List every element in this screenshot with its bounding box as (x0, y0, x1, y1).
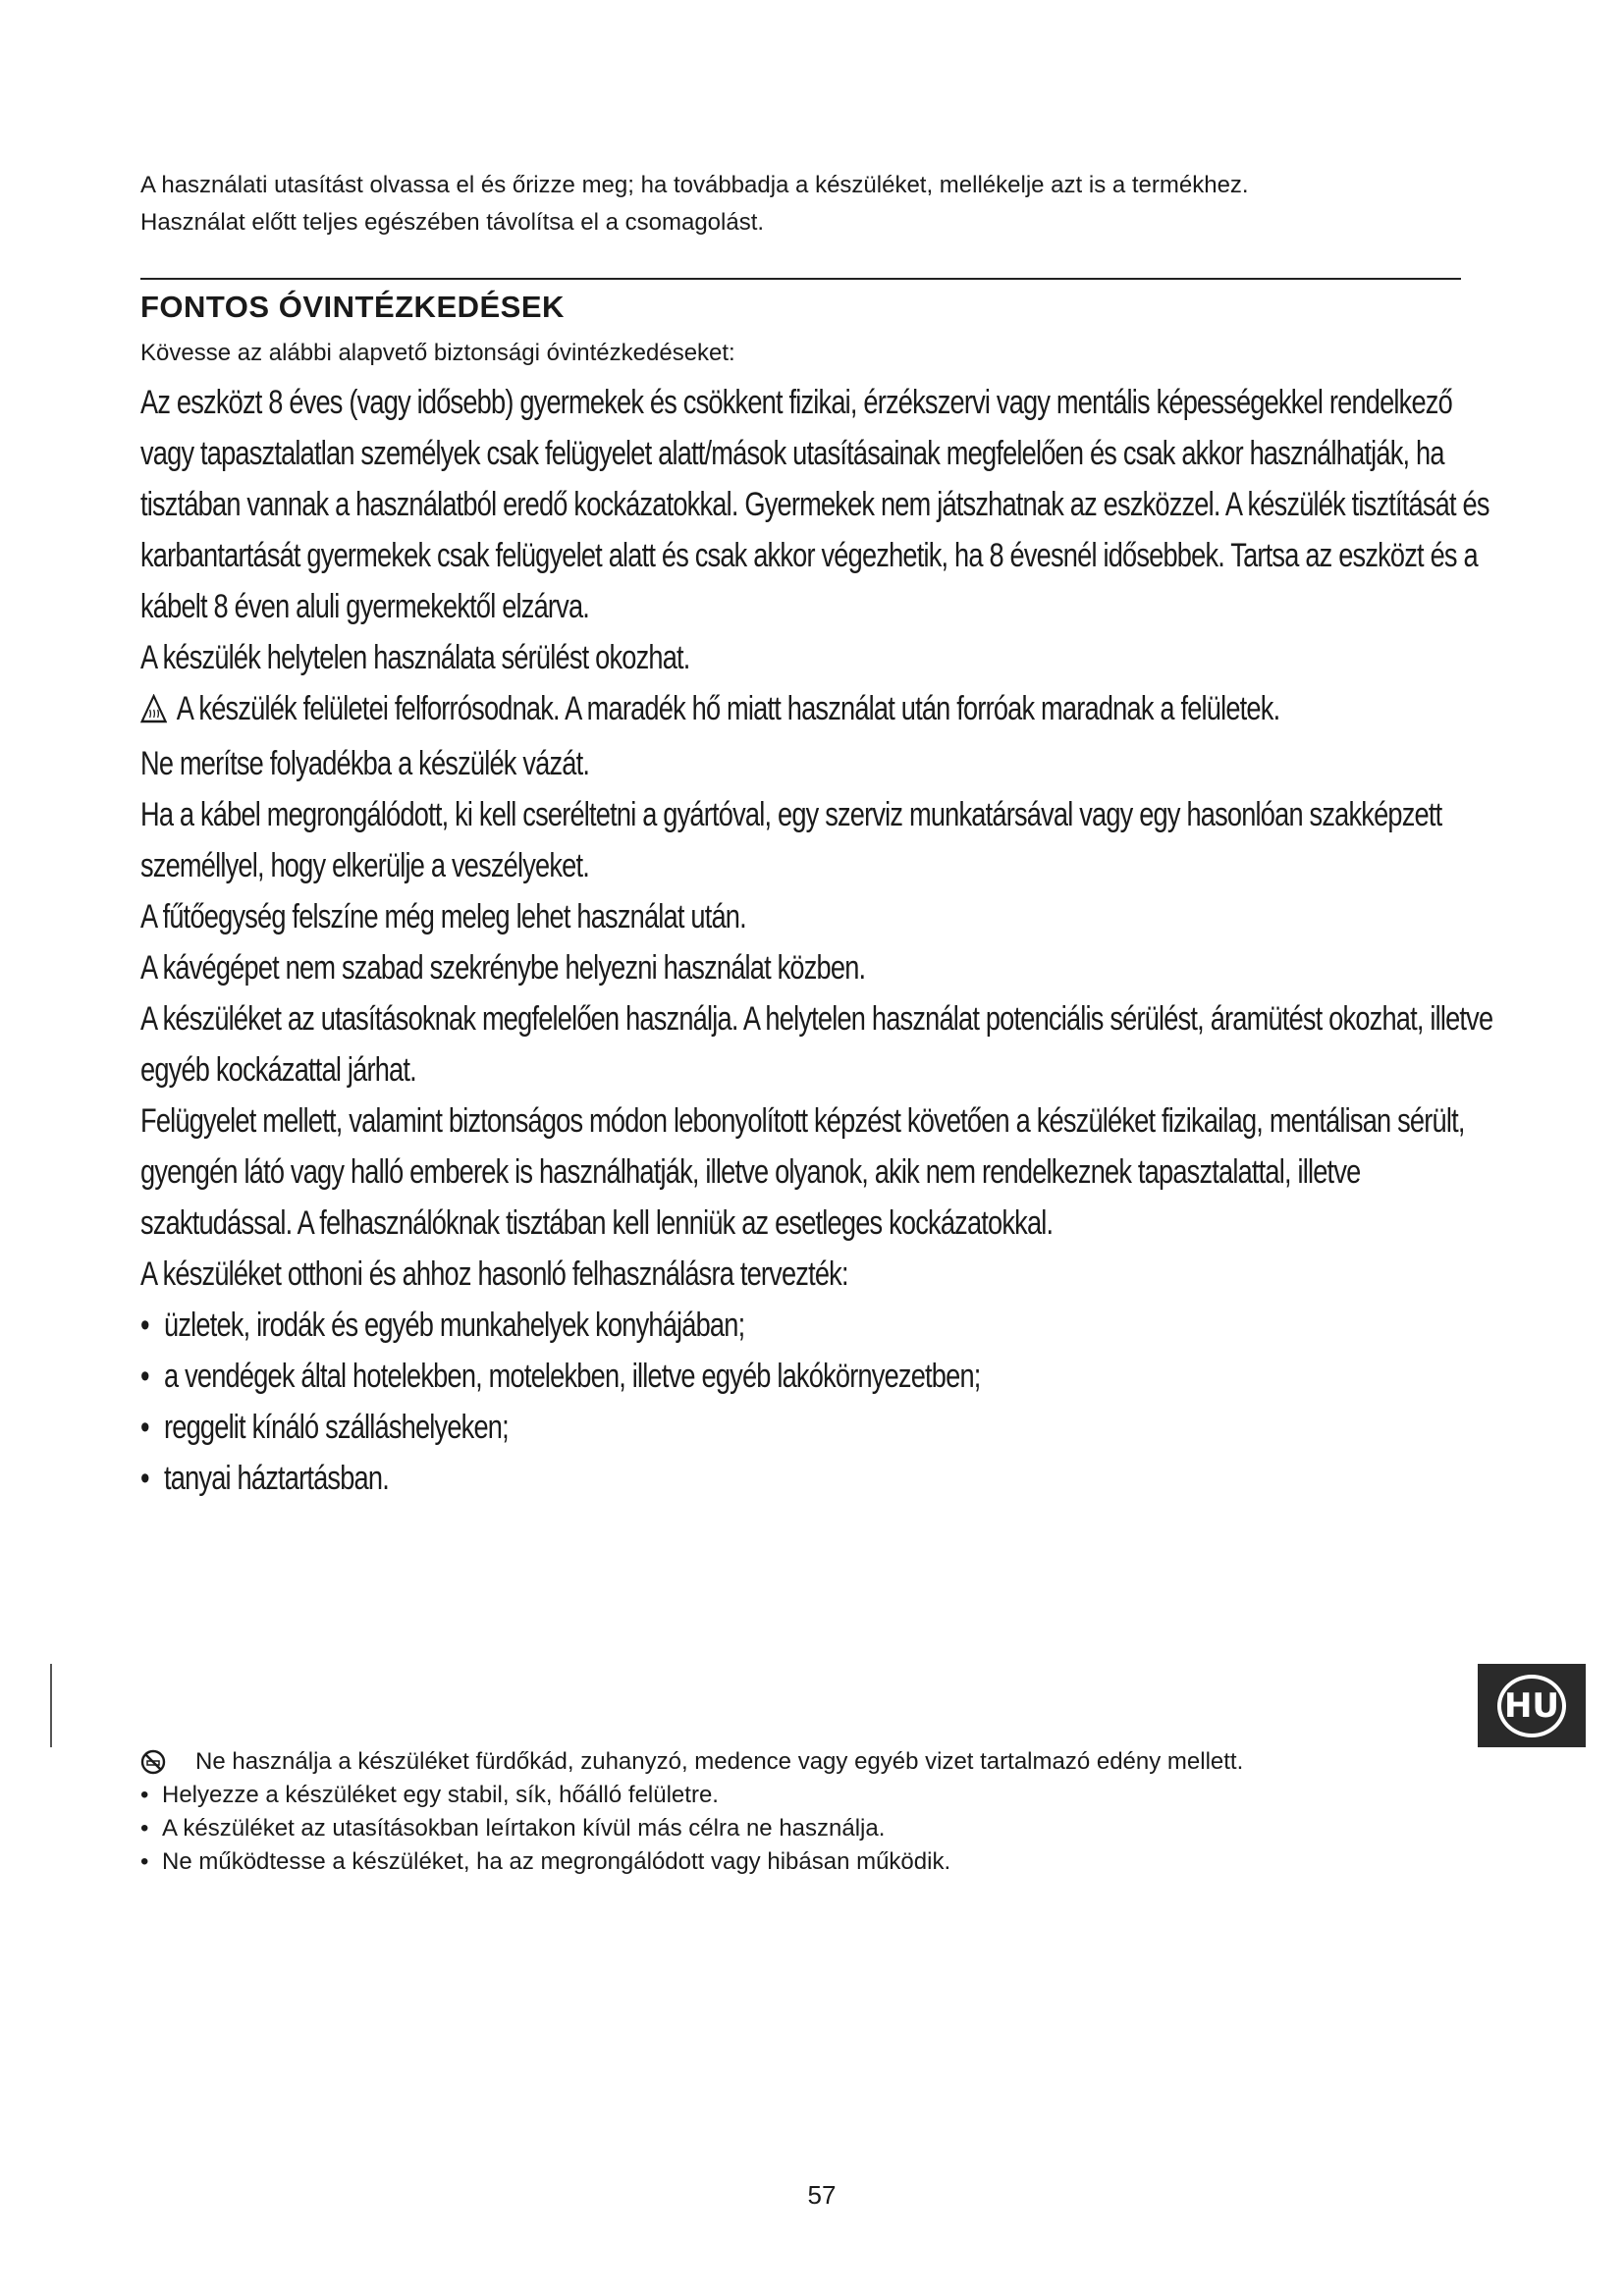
instruction-misuse: A készülék helytelen használata sérülést okozhat. (140, 639, 690, 676)
instruction-cable: Ha a kábel megrongálódott, ki kell cseréltetni a gyártóval, egy szerviz munkatársával vagy egy hasonlóan szakképzett személlyel, hogy elkerülje a veszélyeket. (140, 796, 1442, 884)
no-bath-warning (140, 1745, 1495, 1779)
bullet: • (140, 1782, 149, 1808)
bullet: • (140, 1815, 149, 1842)
instruction-household-use: A készüléket otthoni és ahhoz hasonló felhasználásra tervezték: (140, 1255, 848, 1293)
language-tab (1478, 1664, 1586, 1747)
section-divider (140, 278, 1461, 280)
no-water-icon (140, 1749, 166, 1775)
hot-surface-warning-icon (140, 687, 167, 738)
margin-line (50, 1664, 52, 1747)
list-item: • tanyai háztartásban. (140, 1453, 1495, 1504)
list-item: • a vendégek által hotelekben, motelekben, illetve egyéb lakókörnyezetben; (140, 1351, 1495, 1402)
safety-instructions (140, 377, 1493, 1504)
page-number: 57 (807, 2180, 837, 2210)
instruction-hot-surface (140, 683, 1495, 738)
bullet: • (140, 1358, 149, 1395)
list-item: • reggelit kínáló szálláshelyeken; (140, 1402, 1495, 1453)
small-item: • A készüléket az utasításokban leírtakon kívül más célra ne használja. (140, 1812, 1495, 1845)
usage-list (140, 1300, 1495, 1504)
small-item: • Helyezze a készüléket egy stabil, sík, hőálló felületre. (140, 1779, 1495, 1812)
bullet: • (140, 1307, 149, 1344)
intro-text (140, 167, 1476, 241)
instruction-children: Az eszközt 8 éves (vagy idősebb) gyermekek és csökkent fizikai, érzékszervi vagy mentális képességekkel rendelkező vagy tapasztalatlan személyek csak felügyelet alatt/mások utasításainak megfelelően és csak akkor használhatják, ha tisztában vannak a használatból eredő kockázatokkal. Gyermekek nem játszhatnak az eszközzel. A készülék tisztítását és karbantartását gyermekek csak felügyelet alatt és csak akkor végezhetik, ha 8 évesnél idősebbek. Tartsa az eszközt és a kábelt 8 éven aluli gyermekektől elzárva. (140, 384, 1489, 625)
section-title: FONTOS ÓVINTÉZKEDÉSEK (140, 290, 565, 324)
instruction-heating-unit: A fűtőegység felszíne még meleg lehet használat után. (140, 898, 746, 935)
bullet: • (140, 1409, 149, 1446)
section-subtitle: Kövesse az alábbi alapvető biztonsági óvintézkedéseket: (140, 340, 735, 366)
small-item: • Ne működtesse a készüléket, ha az megrongálódott vagy hibásan működik. (140, 1845, 1495, 1879)
list-item: • üzletek, irodák és egyéb munkahelyek konyhájában; (140, 1300, 1495, 1351)
instruction-cabinet: A kávégépet nem szabad szekrénybe helyezni használat közben. (140, 949, 866, 987)
small-instructions (140, 1745, 1495, 1879)
language-badge: HU (1497, 1675, 1566, 1737)
instruction-no-immersion: Ne merítse folyadékba a készülék vázát. (140, 745, 590, 782)
no-bath-text: Ne használja a készüléket fürdőkád, zuhanyzó, medence vagy egyéb vizet tartalmazó edény mellett. (195, 1748, 1244, 1775)
bullet: • (140, 1460, 149, 1497)
intro-line-1: A használati utasítást olvassa el és őrizze meg; ha továbbadja a készüléket, mellékelje azt is a termékhez. (140, 172, 1249, 198)
instruction-proper-use: A készüléket az utasításoknak megfelelően használja. A helytelen használat potenciális sérülést, áramütést okozhat, illetve egyéb kockázattal járhat. (140, 1000, 1493, 1089)
hot-surface-text: A készülék felületei felforrósodnak. A maradék hő miatt használat után forróak maradnak a felületek. (176, 690, 1280, 727)
bullet: • (140, 1848, 149, 1875)
intro-line-2: Használat előtt teljes egészében távolítsa el a csomagolást. (140, 209, 765, 236)
instruction-supervision: Felügyelet mellett, valamint biztonságos módon lebonyolított képzést követően a készüléket fizikailag, mentálisan sérült, gyengén látó vagy halló emberek is használhatják, illetve olyanok, akik nem rendelkeznek tapasztalattal, illetve szaktudással. A felhasználóknak tisztában kell lenniük az esetleges kockázatokkal. (140, 1102, 1465, 1242)
